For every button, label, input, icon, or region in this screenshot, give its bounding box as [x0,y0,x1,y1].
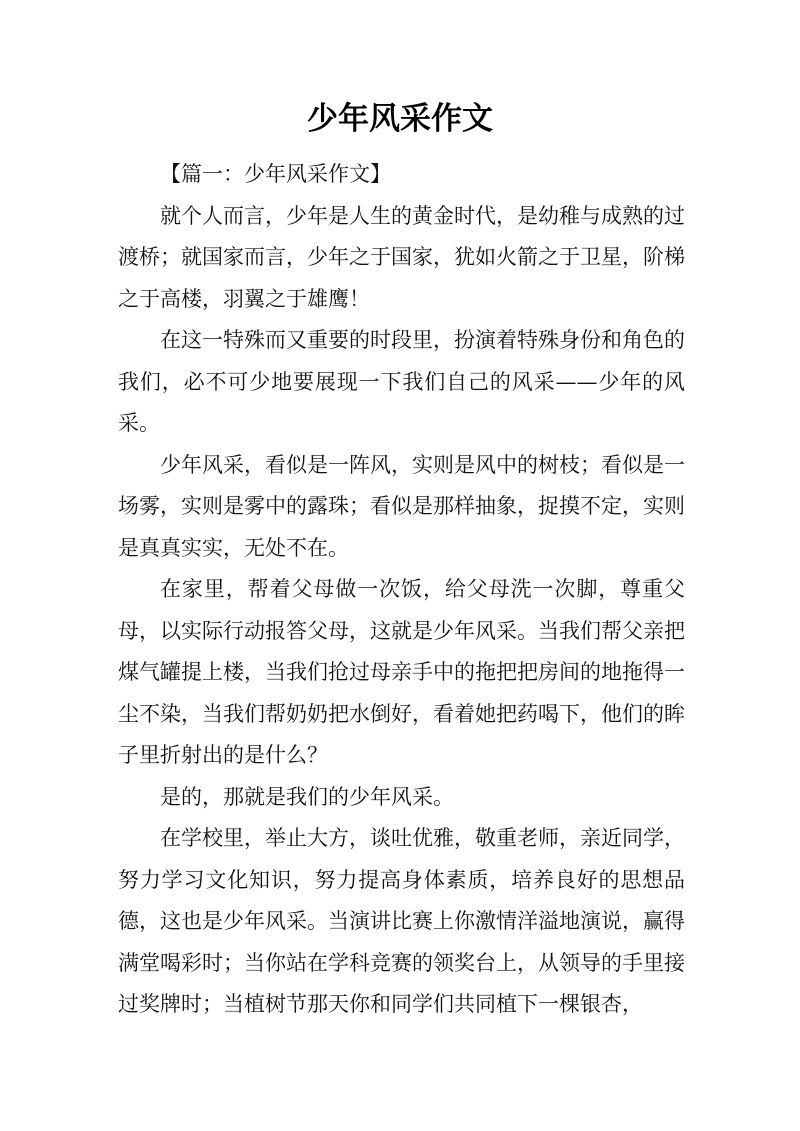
document-body [118,154,685,1026]
paragraph-3: 少年风采，看似是一阵风，实则是风中的树枝；看似是一场雾，实则是雾中的露珠；看似是那样抽象，捉摸不定，实则是真真实实，无处不在。 [118,452,685,560]
paragraph-4: 在家里，帮着父母做一次饭，给父母洗一次脚，尊重父母，以实际行动报答父母，这就是少年风采。当我们帮父亲把煤气罐提上楼，当我们抢过母亲手中的拖把把房间的地拖得一尘不染，当我们帮奶奶把水倒好，看着她把药喝下，他们的眸子里折射出的是什么？ [118,577,685,767]
paragraph-5: 是的，那就是我们的少年风采。 [160,784,454,809]
paragraph-1: 就个人而言，少年是人生的黄金时代，是幼稚与成熟的过渡桥；就国家而言，少年之于国家，犹如火箭之于卫星，阶梯之于高楼，羽翼之于雄鹰！ [118,203,685,311]
paragraph-2: 在这一特殊而又重要的时段里，扮演着特殊身份和角色的我们，必不可少地要展现一下我们自己的风采——少年的风采。 [118,328,685,435]
paragraph-6: 在学校里，举止大方，谈吐优雅，敬重老师，亲近同学，努力学习文化知识，努力提高身体素质，培养良好的思想品德，这也是少年风采。当演讲比赛上你激情洋溢地演说，赢得满堂喝彩时；当你站在学科竞赛的领奖台上，从领导的手里接过奖牌时；当植树节那天你和同学们共同植下一棵银杏， [118,826,685,1016]
document-title: 少年风采作文 [307,101,493,137]
section-heading: 【篇一：少年风采作文】 [160,162,391,186]
